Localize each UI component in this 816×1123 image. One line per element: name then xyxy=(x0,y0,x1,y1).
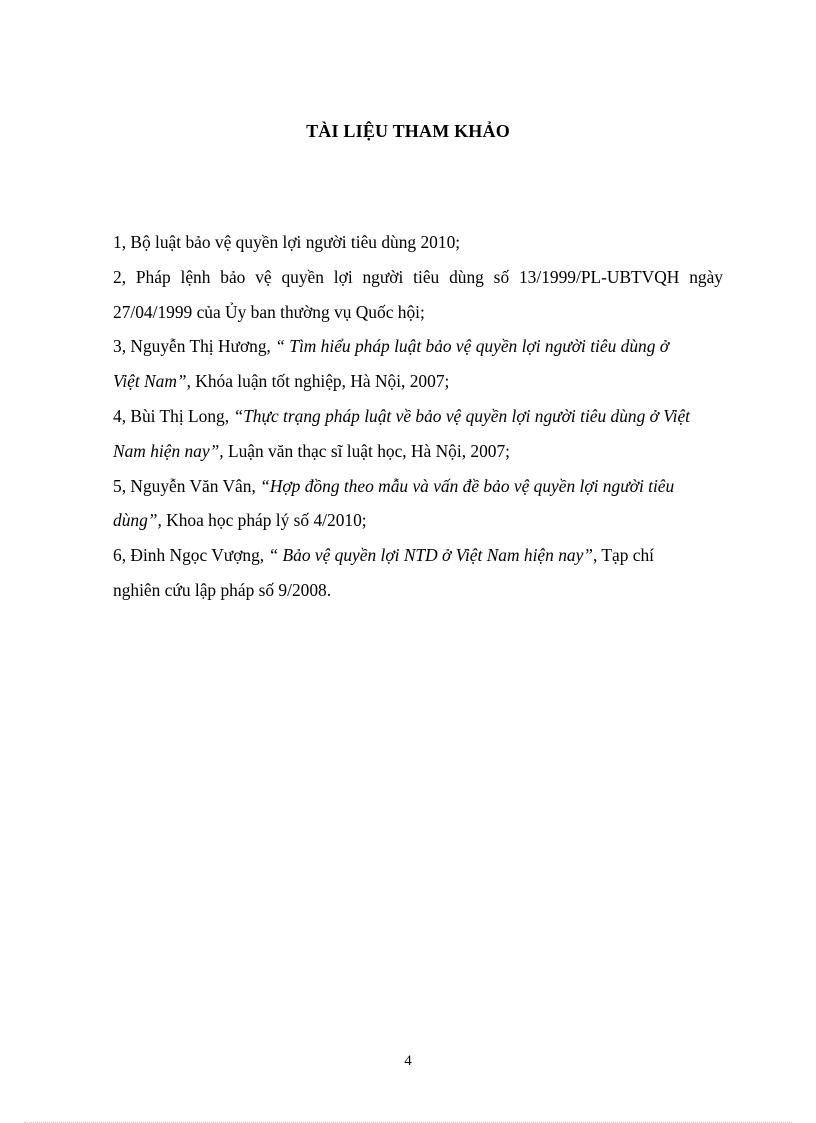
reference-2-line-1 xyxy=(113,260,723,295)
reference-author: 5, Nguyễn Văn Vân, xyxy=(113,475,261,496)
reference-3-line-2 xyxy=(113,364,723,399)
reference-5-line-2 xyxy=(113,503,723,538)
page-number: 4 xyxy=(404,1053,412,1069)
reference-text: 27/04/1999 của Ủy ban thường vụ Quốc hội; xyxy=(113,301,425,322)
reference-work-title: Việt Nam” xyxy=(113,371,187,392)
page-title: TÀI LIỆU THAM KHẢO xyxy=(306,121,510,141)
reference-6-line-2 xyxy=(113,573,723,608)
reference-list xyxy=(113,225,723,608)
reference-source: , Tạp chí xyxy=(592,545,654,566)
reference-author: 6, Đinh Ngọc Vượng, xyxy=(113,545,269,566)
reference-source: nghiên cứu lập pháp số 9/2008. xyxy=(113,579,332,600)
reference-work-title: dùng”, xyxy=(113,510,162,531)
reference-2-line-2 xyxy=(113,295,723,330)
reference-source: Luận văn thạc sĩ luật học, Hà Nội, 2007; xyxy=(223,440,511,461)
reference-work-title: “ Bảo vệ quyền lợi NTD ở Việt Nam hiện nay” xyxy=(268,545,593,566)
reference-6-line-1 xyxy=(113,538,723,573)
reference-3-line-1 xyxy=(113,329,723,364)
reference-1-line-1 xyxy=(113,225,723,260)
reference-text: 1, Bộ luật bảo vệ quyền lợi người tiêu dùng 2010; xyxy=(113,232,461,252)
reference-author: 4, Bùi Thị Long, xyxy=(113,405,234,426)
reference-source: Khoa học pháp lý số 4/2010; xyxy=(161,510,367,531)
reference-source: , Khóa luận tốt nghiệp, Hà Nội, 2007; xyxy=(186,371,450,392)
reference-4-line-2 xyxy=(113,434,723,469)
reference-work-title: Nam hiện nay”, xyxy=(113,440,224,461)
reference-work-title: “ Tìm hiểu pháp luật bảo vệ quyền lợi người tiêu dùng ở xyxy=(275,336,670,357)
reference-author: 3, Nguyễn Thị Hương, xyxy=(113,336,276,357)
reference-work-title: “Thực trạng pháp luật về bảo vệ quyền lợi người tiêu dùng ở Việt xyxy=(233,405,691,426)
reference-4-line-1 xyxy=(113,399,723,434)
reference-work-title: “Hợp đồng theo mẫu và vấn đề bảo vệ quyền lợi người tiêu xyxy=(260,475,675,496)
reference-text: 2, Pháp lệnh bảo vệ quyền lợi người tiêu dùng số 13/1999/PL-UBTVQH ngày xyxy=(113,266,723,287)
reference-5-line-1 xyxy=(113,469,723,504)
